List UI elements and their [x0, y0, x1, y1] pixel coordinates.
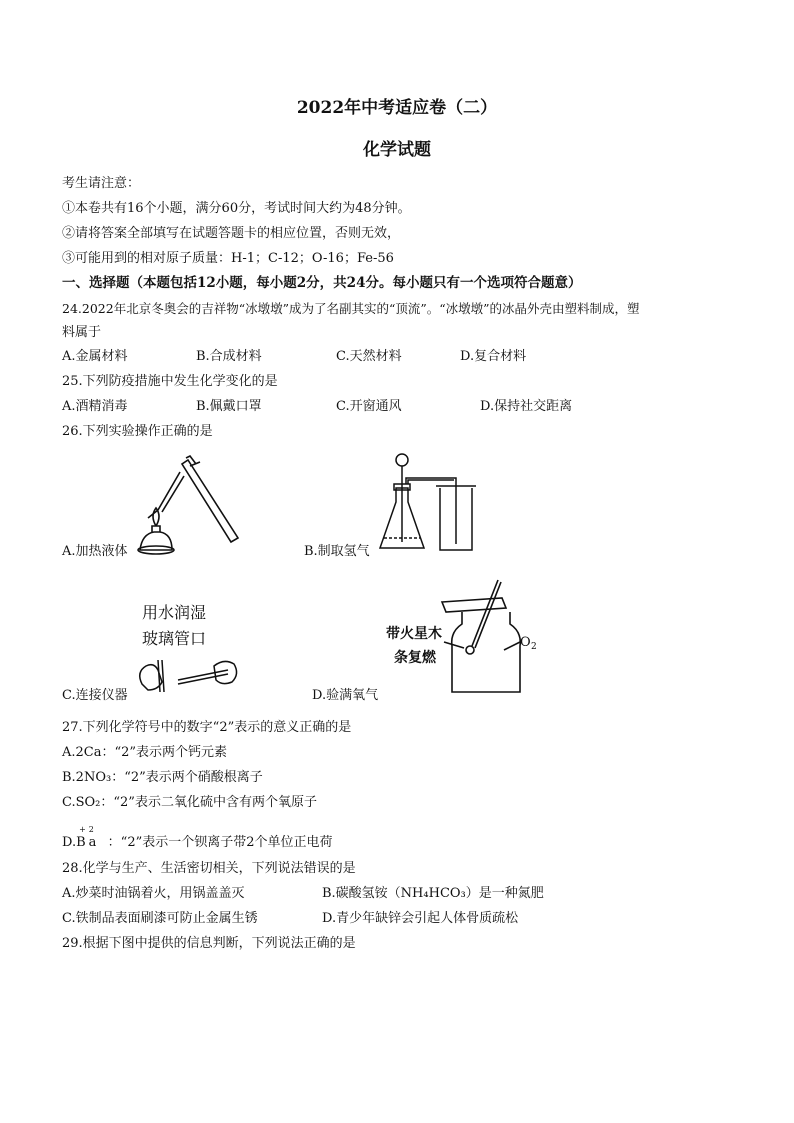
q26-option-d: D.验满氧气 [312, 688, 379, 703]
q26-option-a: A.加热液体 [62, 544, 128, 559]
notice-item-1: ①本卷共有16个小题，满分60分，考试时间大约为48分钟。 [62, 201, 411, 216]
fig-c-label-1: 用水润湿 [142, 603, 207, 622]
q26-option-b: B.制取氢气 [304, 544, 370, 559]
q27-d-symbol: Ba [76, 835, 100, 850]
section-heading: 一、选择题（本题包括12小题，每小题2分，共24分。每小题只有一个选项符合题意） [62, 275, 582, 291]
q27-option-b: B.2NO₃：“2”表示两个硝酸根离子 [62, 770, 263, 785]
q28-option-b: B.碳酸氢铵（NH₄HCO₃）是一种氮肥 [322, 886, 544, 901]
q27-d-symbol-wrap [76, 825, 100, 851]
q28-option-c: C.铁制品表面刷漆可防止金属生锈 [62, 911, 258, 926]
q25-stem: 25.下列防疫措施中发生化学变化的是 [62, 374, 278, 389]
q27-stem: 27.下列化学符号中的数字“2”表示的意义正确的是 [62, 720, 352, 735]
fig-d-gas-subscript: 2 [531, 642, 537, 652]
q25-option-d: D.保持社交距离 [480, 399, 573, 414]
fig-d-label-2: 条复燃 [394, 650, 436, 666]
q26-option-c: C.连接仪器 [62, 688, 128, 703]
q27-d-text: ：“2”表示一个钡离子带2个单位正电荷 [107, 835, 333, 850]
q24-option-b: B.合成材料 [196, 349, 262, 364]
figure-heating-liquid [130, 450, 250, 560]
q25-option-c: C.开窗通风 [336, 399, 402, 414]
q24-option-a: A.金属材料 [62, 349, 128, 364]
notice-item-2: ②请将答案全部填写在试题答题卡的相应位置，否则无效， [62, 226, 401, 241]
q28-option-d: D.青少年缺锌会引起人体骨质疏松 [322, 911, 519, 926]
figure-connecting-instruments [128, 600, 258, 696]
q24-stem-line2: 料属于 [62, 325, 102, 340]
fig-d-label-1: 带火星木 [386, 626, 442, 642]
q29-stem: 29.根据下图中提供的信息判断，下列说法正确的是 [62, 936, 356, 951]
q28-option-a: A.炒菜时油锅着火，用锅盖盖灭 [62, 886, 245, 901]
q27-option-a: A.2Ca：“2”表示两个钙元素 [62, 745, 228, 760]
q27-option-d [62, 825, 333, 851]
notice-item-3: ③可能用到的相对原子质量：H-1；C-12；O-16；Fe-56 [62, 251, 394, 266]
q28-stem: 28.化学与生产、生活密切相关，下列说法错误的是 [62, 861, 356, 876]
page-title: 2022年中考适应卷（二） [296, 98, 498, 118]
fig-d-gas-label: O [520, 635, 531, 650]
q25-option-a: A.酒精消毒 [62, 399, 128, 414]
figure-oxygen-test [380, 576, 550, 700]
page-subtitle: 化学试题 [363, 140, 431, 160]
figure-hydrogen-apparatus [372, 452, 482, 556]
q25-option-b: B.佩戴口罩 [196, 399, 262, 414]
q26-stem: 26.下列实验操作正确的是 [62, 424, 213, 439]
q24-stem-line1: 24.2022年北京冬奥会的吉祥物“冰墩墩”成为了名副其实的“顶流”。“冰墩墩”的冰晶外壳由塑料制成，塑 [62, 301, 640, 316]
q27-d-prefix: D. [62, 835, 77, 850]
q27-option-c: C.SO₂：“2”表示二氧化硫中含有两个氧原子 [62, 795, 317, 810]
q24-option-c: C.天然材料 [336, 349, 402, 364]
fig-c-label-2: 玻璃管口 [142, 629, 207, 648]
notice-heading: 考生请注意： [62, 176, 141, 191]
q27-d-valence: +2 [79, 825, 97, 834]
q24-option-d: D.复合材料 [460, 349, 527, 364]
